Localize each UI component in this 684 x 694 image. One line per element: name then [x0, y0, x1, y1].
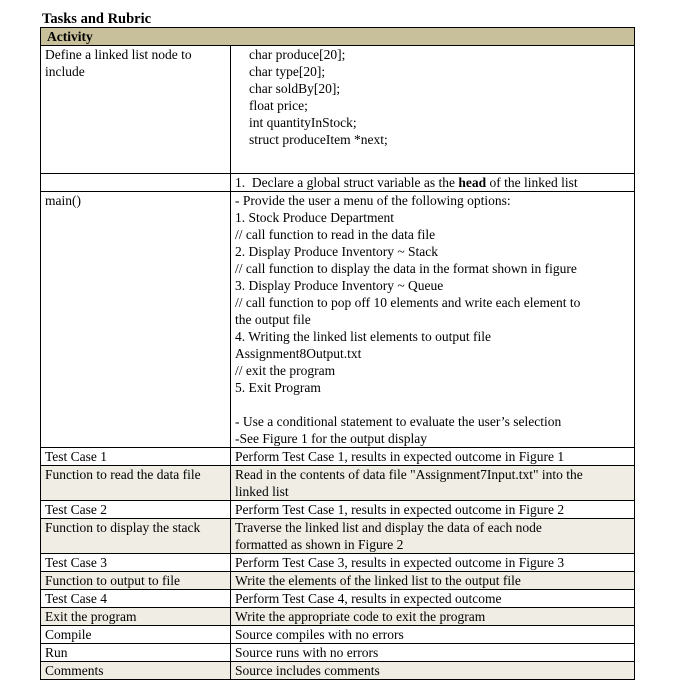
row-value: Perform Test Case 1, results in expected outcome in Figure 1 — [231, 448, 635, 466]
output-file-row — [41, 572, 635, 590]
main-line: -See Figure 1 for the output display — [235, 431, 427, 446]
row-value-line: linked list — [235, 484, 289, 499]
node-label-line: Define a linked list node to — [45, 47, 192, 62]
main-row — [41, 192, 635, 448]
row-value: Perform Test Case 4, results in expected outcome — [231, 590, 635, 608]
main-line: // exit the program — [235, 363, 336, 378]
display-stack-row — [41, 519, 635, 554]
row-label: Comments — [41, 662, 231, 680]
node-label — [41, 46, 231, 174]
test-case-1-row — [41, 448, 635, 466]
row-value: Source includes comments — [231, 662, 635, 680]
main-line: 4. Writing the linked list elements to output file — [235, 329, 492, 344]
row-value: Perform Test Case 1, results in expected outcome in Figure 2 — [231, 501, 635, 519]
document-title: Tasks and Rubric — [42, 11, 152, 27]
main-label: main() — [41, 192, 231, 448]
struct-field: struct produceItem *next; — [249, 132, 388, 147]
row-value: Perform Test Case 3, results in expected outcome in Figure 3 — [231, 554, 635, 572]
row-value-line: Traverse the linked list and display the data of each node — [235, 520, 542, 535]
run-row — [41, 644, 635, 662]
main-line: 2. Display Produce Inventory ~ Stack — [235, 244, 439, 259]
node-fields — [231, 46, 635, 174]
main-line: // call function to pop off 10 elements and write each element to — [235, 295, 581, 310]
row-value: Source compiles with no errors — [231, 626, 635, 644]
head-suffix: of the linked list — [486, 175, 578, 190]
row-label: Test Case 4 — [41, 590, 231, 608]
main-line: // call function to read in the data file — [235, 227, 436, 242]
head-row — [41, 174, 635, 192]
test-case-3-row — [41, 554, 635, 572]
header-row — [41, 28, 635, 46]
struct-field: char soldBy[20]; — [249, 81, 341, 96]
read-data-row — [41, 466, 635, 501]
node-row — [41, 46, 635, 174]
row-value-line: formatted as shown in Figure 2 — [235, 537, 404, 552]
main-line: the output file — [235, 312, 311, 327]
row-value-line: Read in the contents of data file "Assignment7Input.txt" into the — [235, 467, 583, 482]
row-label: Run — [41, 644, 231, 662]
test-case-4-row — [41, 590, 635, 608]
row-label: Function to display the stack — [41, 519, 231, 554]
row-label: Exit the program — [41, 608, 231, 626]
row-label: Function to output to file — [41, 572, 231, 590]
row-label: Test Case 2 — [41, 501, 231, 519]
activity-header: Activity — [41, 28, 635, 46]
struct-field: char type[20]; — [249, 64, 326, 79]
line-gap — [235, 396, 630, 413]
row-value: Write the appropriate code to exit the program — [231, 608, 635, 626]
head-bold: head — [458, 175, 487, 190]
main-line: 3. Display Produce Inventory ~ Queue — [235, 278, 444, 293]
row-label: Test Case 3 — [41, 554, 231, 572]
rubric-table — [40, 27, 635, 680]
test-case-2-row — [41, 501, 635, 519]
node-label-line: include — [45, 64, 85, 79]
main-line: Assignment8Output.txt — [235, 346, 362, 361]
row-value: Source runs with no errors — [231, 644, 635, 662]
main-line: 1. Stock Produce Department — [235, 210, 394, 225]
struct-field: float price; — [249, 98, 308, 113]
row-label: Test Case 1 — [41, 448, 231, 466]
main-line: - Use a conditional statement to evaluate the user’s selection — [235, 414, 562, 429]
head-label-empty — [41, 174, 231, 192]
main-line: - Provide the user a menu of the following options: — [235, 193, 511, 208]
row-label: Function to read the data file — [41, 466, 231, 501]
compile-row — [41, 626, 635, 644]
row-value — [231, 519, 635, 554]
head-prefix: 1. Declare a global struct variable as the — [235, 175, 459, 190]
struct-field: char produce[20]; — [249, 47, 346, 62]
row-value: Write the elements of the linked list to the output file — [231, 572, 635, 590]
main-line: // call function to display the data in the format shown in figure — [235, 261, 577, 276]
exit-program-row — [41, 608, 635, 626]
row-label: Compile — [41, 626, 231, 644]
struct-field: int quantityInStock; — [249, 115, 357, 130]
comments-row — [41, 662, 635, 680]
main-line: 5. Exit Program — [235, 380, 321, 395]
row-value — [231, 466, 635, 501]
head-declaration — [231, 174, 635, 192]
main-instructions — [231, 192, 635, 448]
